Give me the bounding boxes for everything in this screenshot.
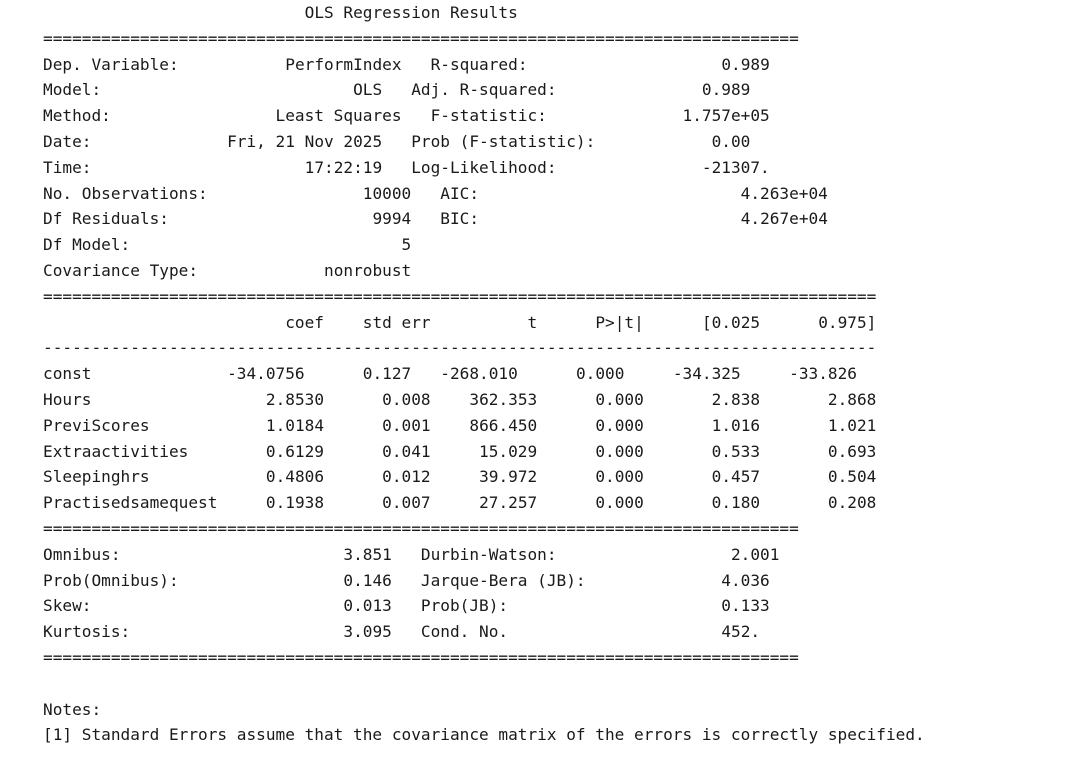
diag-left-value: 0.013 [343,596,392,616]
ci-upper-value: 0.693 [827,441,877,461]
diag-right-label: Durbin-Watson: [420,544,557,564]
ci-lower-value: -34.325 [672,364,741,384]
variable-name: Hours [43,389,92,409]
ci-upper-value: -33.826 [789,364,857,384]
p-value: 0.000 [595,467,644,487]
summary-right-label: F-statistic: [430,106,547,126]
std-err-header: std err [362,312,431,332]
report-title: OLS Regression Results [304,3,518,22]
diag-row [43,571,770,590]
summary-left-value: 5 [401,235,412,255]
separator-dash: -------------------------------------------------------------------------------------- [43,338,877,358]
variable-name: PreviScores [43,415,150,435]
summary-row [43,209,828,228]
ci-lower-value: 2.838 [711,389,761,409]
summary-right-label: Adj. R-squared: [411,80,557,100]
coef-row [43,442,876,461]
summary-left-value: OLS [353,80,383,100]
std-err-value: 0.127 [362,364,412,384]
summary-right-value: -21307. [701,157,770,177]
coef-value: 0.4806 [265,467,325,487]
summary-row [43,158,770,177]
std-err-value: 0.001 [382,415,431,435]
summary-left-label: No. Observations: [43,183,208,203]
summary-right-label: AIC: [440,183,480,203]
title-line [43,3,518,22]
std-err-value: 0.008 [382,389,431,409]
summary-left-label: Df Model: [43,235,131,255]
ci-lower-value: 0.180 [711,493,761,513]
summary-left-value: 17:22:19 [304,157,383,177]
summary-right-label: Prob (F-statistic): [411,131,596,151]
diag-right-value: 2.001 [730,544,780,564]
t-value: 27.257 [479,493,538,513]
diag-left-label: Omnibus: [43,544,121,564]
t-header: t [527,312,538,332]
summary-left-value: Fri, 21 Nov 2025 [227,131,383,151]
coef-header: coef [285,312,324,332]
summary-right-label: BIC: [440,209,480,229]
summary-row [43,184,828,203]
variable-name: const [43,364,92,384]
separator-bottom: ============================================================================== [43,647,799,667]
coef-value: 2.8530 [265,389,325,409]
diag-row [43,596,770,615]
p-value: 0.000 [595,493,644,513]
summary-left-label: Time: [43,157,92,177]
coef-value: -34.0756 [227,364,305,384]
separator-top: ============================================================================== [43,28,799,48]
summary-right-value: 1.757e+05 [682,106,770,126]
p-value: 0.000 [595,415,644,435]
diag-right-label: Cond. No. [420,622,509,642]
variable-name: Extraactivities [43,441,189,461]
p-value: 0.000 [575,364,625,384]
diag-left-value: 3.095 [343,622,392,642]
summary-right-label: R-squared: [430,54,528,74]
summary-left-value: 9994 [372,209,412,229]
notes-heading: Notes: [43,699,102,719]
t-value: 866.450 [469,415,538,435]
separator-eq: ============================================================================== [43,518,799,538]
coef-value: 0.6129 [265,441,324,461]
t-value: 362.353 [469,389,538,409]
std-err-value: 0.007 [382,493,431,513]
ci-upper-header: 0.975] [818,312,877,332]
coef-row [43,390,876,409]
ci-lower-header: [0.025 [701,312,761,332]
std-err-value: 0.041 [382,441,431,461]
coef-row [43,493,876,512]
summary-right-value: 0.989 [721,54,770,74]
coef-row [43,416,876,435]
summary-left-value: Least Squares [275,106,402,126]
summary-left-value: nonrobust [324,260,412,280]
diag-row [43,545,779,564]
diag-row [43,622,760,641]
diag-right-label: Jarque-Bera (JB): [420,570,586,590]
diag-left-value: 3.851 [343,544,392,564]
t-value: 15.029 [479,441,538,461]
summary-right-value: 0.00 [711,131,751,151]
diag-left-label: Kurtosis: [43,622,131,642]
diag-left-label: Skew: [43,596,92,616]
coef-value: 1.0184 [265,415,325,435]
summary-row [43,55,770,74]
ci-upper-value: 1.021 [827,415,877,435]
summary-right-value: 4.267e+04 [740,209,828,229]
summary-left-value: 10000 [362,183,412,203]
summary-left-label: Method: [43,106,111,126]
summary-left-label: Df Residuals: [43,209,169,229]
summary-right-value: 4.263e+04 [740,183,828,203]
diag-right-value: 452. [721,622,761,642]
diag-left-value: 0.146 [343,570,392,590]
coef-row [43,364,857,383]
summary-row [43,261,411,280]
coef-header-row [43,313,876,332]
coef-row [43,467,876,486]
summary-right-label: Log-Likelihood: [411,157,557,177]
summary-row [43,132,750,151]
ci-upper-value: 2.868 [827,389,877,409]
separator-mid: ====================================================================================== [43,286,877,306]
ols-results-text [43,0,925,748]
t-value: -268.010 [440,364,518,384]
ci-upper-value: 0.208 [827,493,877,513]
variable-name: Practisedsamequest [43,493,218,513]
p-value: 0.000 [595,441,644,461]
coef-value: 0.1938 [265,493,325,513]
diag-right-value: 0.133 [721,596,770,616]
summary-left-label: Covariance Type: [43,260,199,280]
note-text: [1] Standard Errors assume that the covariance matrix of the errors is correctly specified. [43,725,925,745]
diag-right-label: Prob(JB): [420,596,509,616]
ci-lower-value: 0.533 [711,441,761,461]
summary-row [43,106,770,125]
summary-left-label: Dep. Variable: [43,54,179,74]
summary-left-label: Date: [43,131,92,151]
ci-upper-value: 0.504 [827,467,877,487]
diag-right-value: 4.036 [721,570,770,590]
t-value: 39.972 [479,467,538,487]
p-value-header: P>|t| [595,312,644,332]
ci-lower-value: 1.016 [711,415,761,435]
diag-left-label: Prob(Omnibus): [43,570,179,590]
summary-left-label: Model: [43,80,102,100]
ci-lower-value: 0.457 [711,467,761,487]
summary-right-value: 0.989 [701,80,751,100]
summary-row [43,80,750,99]
p-value: 0.000 [595,389,644,409]
variable-name: Sleepinghrs [43,467,150,487]
summary-left-value: PerformIndex [285,54,402,74]
summary-row [43,235,411,254]
std-err-value: 0.012 [382,467,431,487]
